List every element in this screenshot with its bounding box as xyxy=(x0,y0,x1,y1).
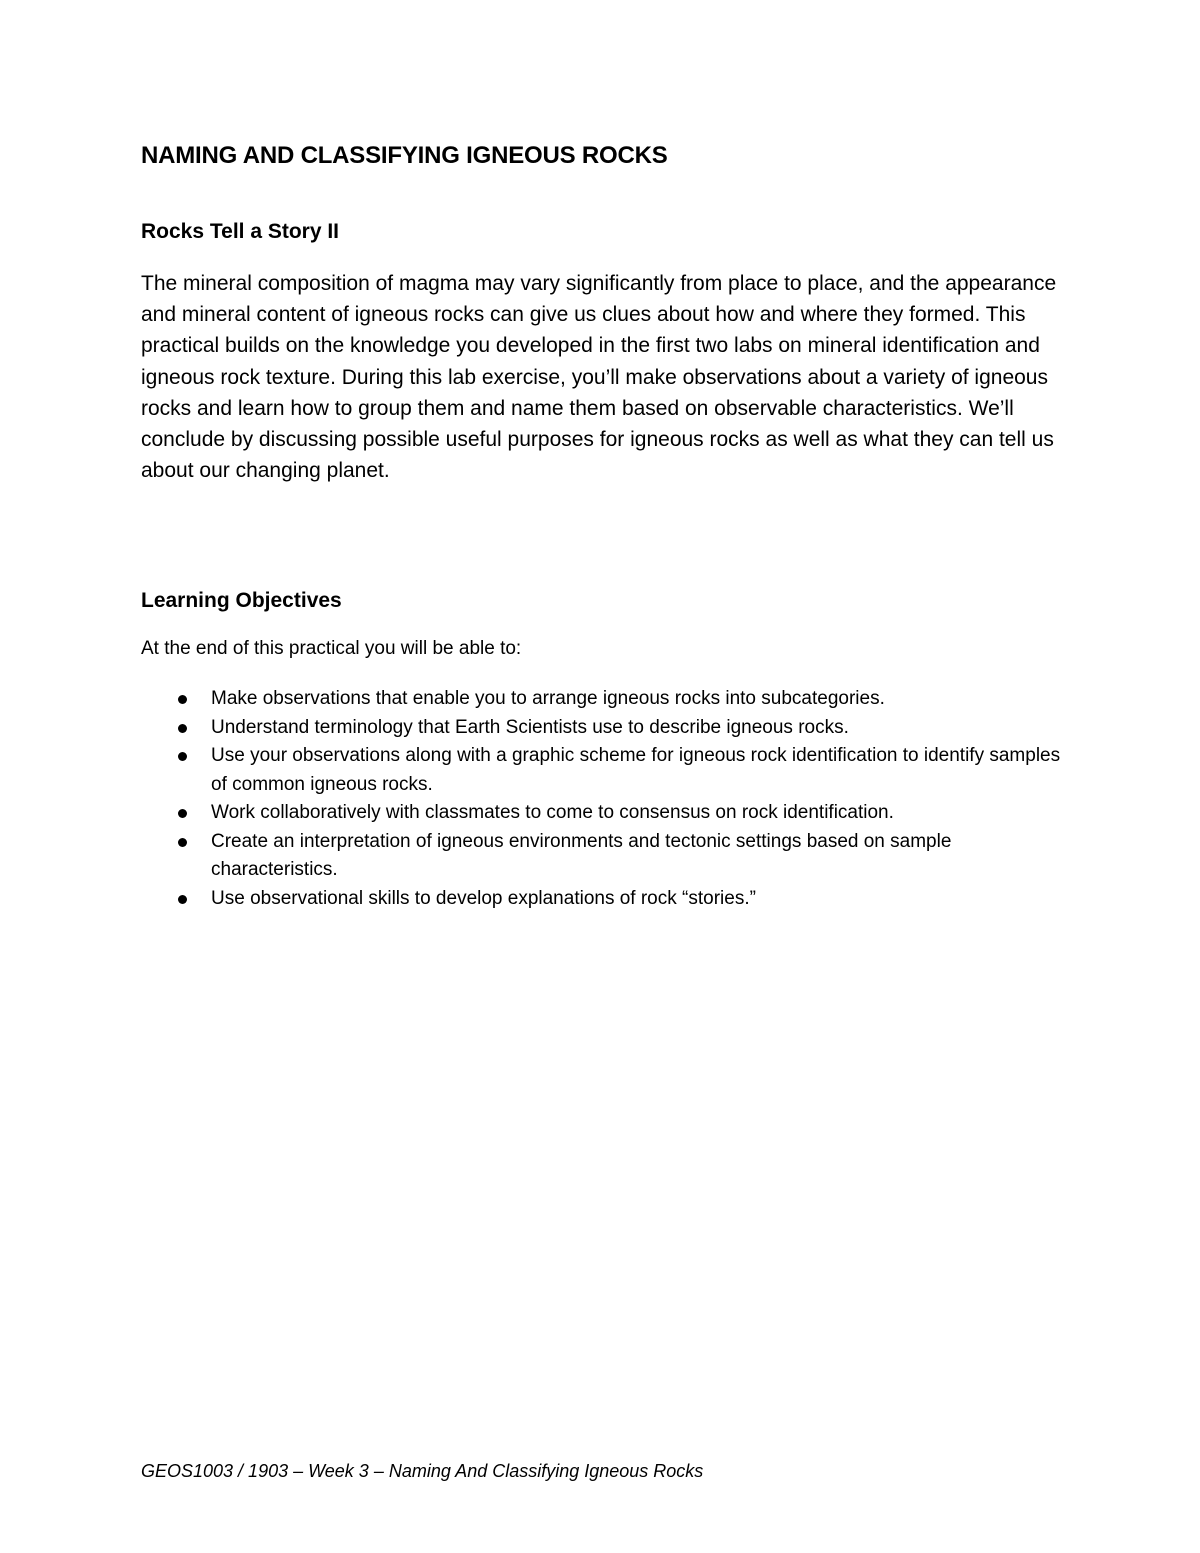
list-item-text: Create an interpretation of igneous environments and tectonic settings based on sample characteristics. xyxy=(211,830,952,880)
list-item xyxy=(141,885,1081,914)
bullet-icon xyxy=(178,895,187,904)
intro-paragraph: The mineral composition of magma may vary significantly from place to place, and the appearance and mineral content of igneous rocks can give us clues about how and where they formed. This practical builds on the knowledge you developed in the first two labs on mineral identification and igneous rock texture. During this lab exercise, you’ll make observations about a variety of igneous rocks and learn how to group them and name them based on observable characteristics. We’ll conclude by discussing possible useful purposes for igneous rocks as well as what they can tell us about our changing planet. xyxy=(141,272,1057,483)
bullet-icon xyxy=(178,724,187,733)
list-item xyxy=(141,685,1081,714)
list-item-text: Use your observations along with a graphic scheme for igneous rock identification to identify samples of common igneous rocks. xyxy=(211,745,1061,795)
list-item-text: Make observations that enable you to arrange igneous rocks into subcategories. xyxy=(211,688,885,709)
section-heading-rocks-tell-a-story: Rocks Tell a Story II xyxy=(141,220,340,243)
list-item xyxy=(141,799,1081,828)
section-heading-learning-objectives: Learning Objectives xyxy=(141,589,342,612)
bullet-icon xyxy=(178,695,187,704)
page-title: NAMING AND CLASSIFYING IGNEOUS ROCKS xyxy=(141,142,668,169)
list-item xyxy=(141,828,1081,885)
bullet-icon xyxy=(178,838,187,847)
list-item xyxy=(141,714,1081,743)
list-item-text: Understand terminology that Earth Scientists use to describe igneous rocks. xyxy=(211,716,849,738)
bullet-icon xyxy=(178,809,187,818)
list-item xyxy=(141,742,1081,799)
bullet-icon xyxy=(178,752,187,761)
objectives-lead-text: At the end of this practical you will be able to: xyxy=(141,638,522,659)
page-footer: GEOS1003 / 1903 – Week 3 – Naming And Classifying Igneous Rocks xyxy=(141,1461,704,1481)
list-item-text: Work collaboratively with classmates to come to consensus on rock identification. xyxy=(211,802,894,823)
objectives-list xyxy=(141,685,1081,913)
list-item-text: Use observational skills to develop explanations of rock “stories.” xyxy=(211,887,756,909)
